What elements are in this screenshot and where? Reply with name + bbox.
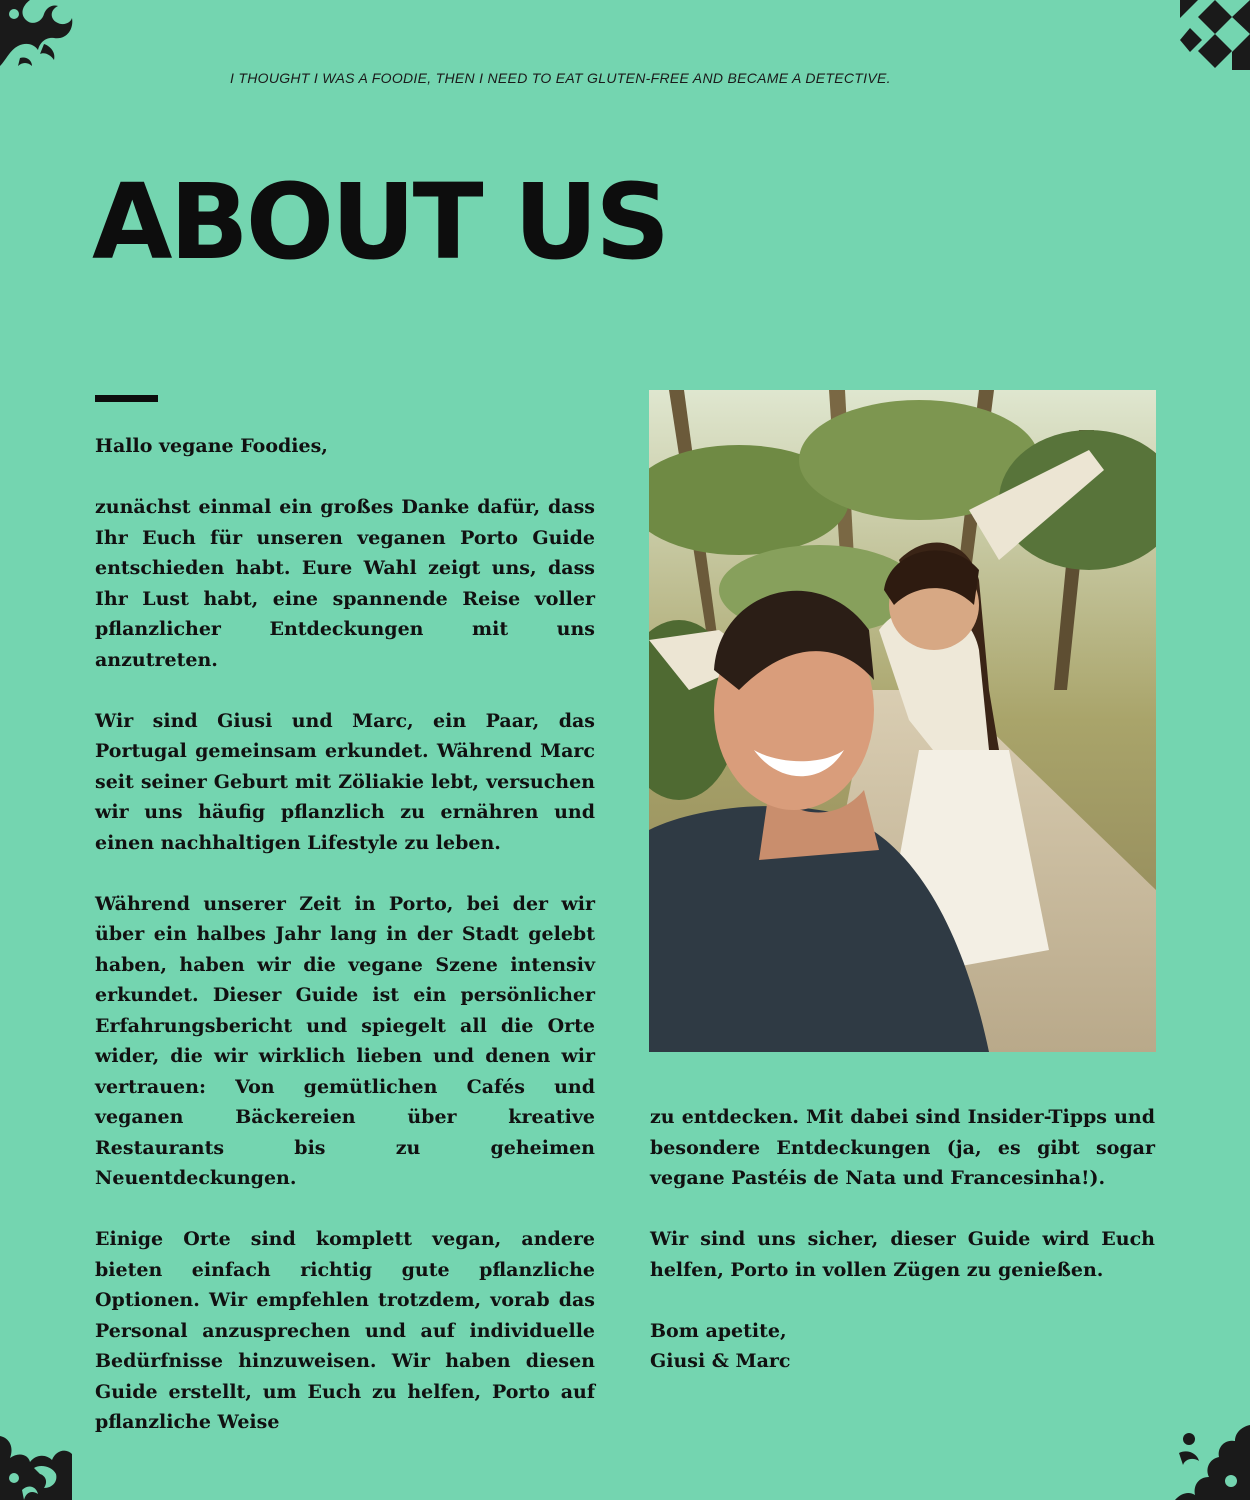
signature: Giusi & Marc [650, 1350, 791, 1372]
top-right-tile-icon [1180, 0, 1250, 70]
paragraph-porto-time: Während unserer Zeit in Porto, bei der wir über ein halbes Jahr lang in der Stadt gelebt haben, haben wir die vegane Szene intensiv erkundet. Dieser Guide ist ein persönlicher Erfahrungsbericht und spiegelt all die Orte wider, die wir wirklich lieben und denen wir vertrauen: Von gemütlichen Cafés und veganen Bäckereien über kreative Restaurants bis zu geheimen Neuentdeckungen. [95, 892, 595, 1189]
paragraph-options: Einige Orte sind komplett vegan, andere bieten einfach richtig gute pflanzliche Optionen. Wir empfehlen trotzdem, vorab das Personal anzusprechen und auf individuelle Bedürfnisse hinzuweisen. Wir haben diesen Guide erstellt, um Euch zu helfen, Porto auf pflanzliche Weise [95, 1228, 595, 1433]
title-divider [95, 395, 158, 402]
tagline: I THOUGHT I WAS A FOODIE, THEN I NEED TO EAT GLUTEN-FREE AND BECAME A DETECTIVE. [230, 70, 891, 86]
page-title: ABOUT US [92, 161, 668, 283]
closing-line: Bom apetite, [650, 1319, 787, 1342]
paragraph-discover: zu entdecken. Mit dabei sind Insider-Tipps und besondere Entdeckungen (ja, es gibt sogar vegane Pastéis de Nata und Francesinha!). [650, 1106, 1155, 1189]
paragraph-enjoy: Wir sind uns sicher, dieser Guide wird Euch helfen, Porto in vollen Zügen zu genießen. [650, 1228, 1155, 1281]
couple-selfie-photo [649, 390, 1156, 1052]
greeting: Hallo vegane Foodies, [95, 435, 328, 457]
paragraph-thanks: zunächst einmal ein großes Danke dafür, dass Ihr Euch für unseren veganen Porto Guide entschieden habt. Eure Wahl zeigt uns, dass Ihr Lust habt, eine spannende Reise voller pflanzlicher Entdeckungen mit uns anzutreten. [95, 496, 595, 671]
intro-text-left-column [95, 431, 595, 1438]
bottom-right-scroll-ornament-icon [1175, 1425, 1250, 1500]
paragraph-about-couple: Wir sind Giusi und Marc, ein Paar, das Portugal gemeinsam erkundet. Während Marc seit seiner Geburt mit Zöliakie lebt, versuchen wir uns häufig pflanzlich zu ernähren und einen nachhaltigen Lifestyle zu leben. [95, 709, 595, 854]
bottom-left-shell-ornament-icon [0, 1428, 72, 1500]
top-left-ornament-icon [0, 0, 75, 72]
intro-text-right-column [650, 1102, 1155, 1377]
